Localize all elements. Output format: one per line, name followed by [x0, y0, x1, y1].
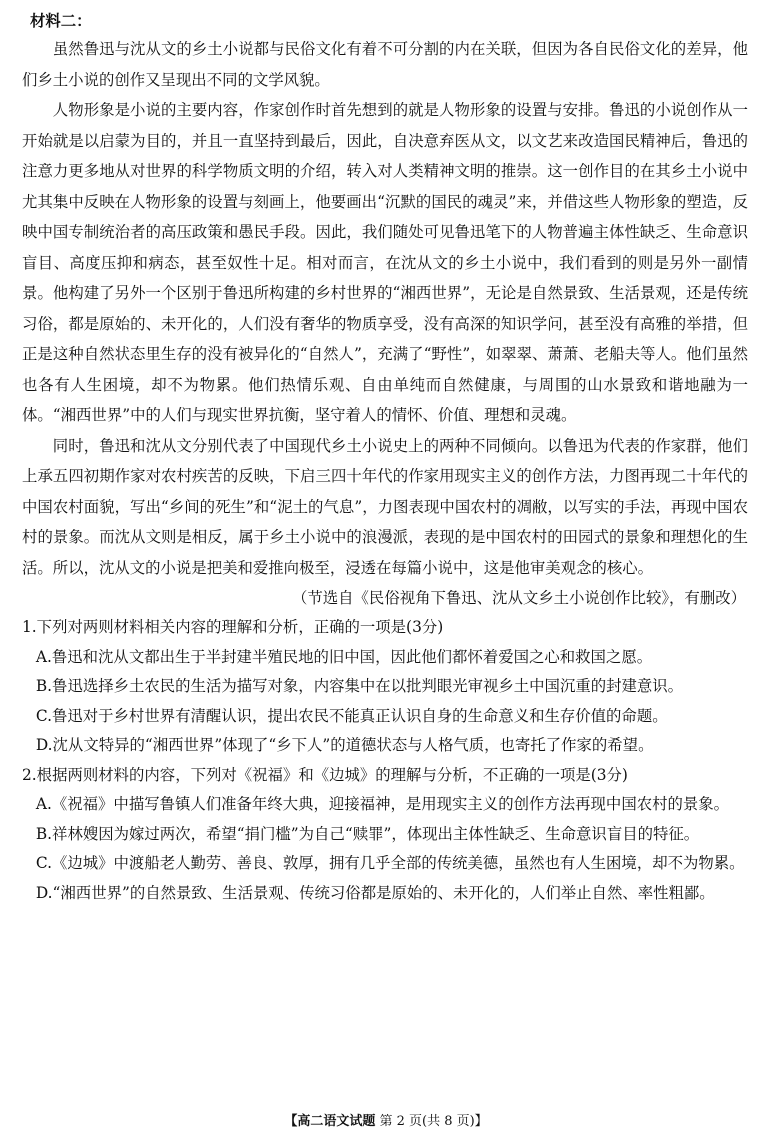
option-c: C.鲁迅对于乡村世界有清醒认识，提出农民不能真正认识自身的生命意义和生存价值的命题。 [35, 706, 668, 725]
question-stem: 1.下列对两则材料相关内容的理解和分析，正确的一项是(3分) [22, 618, 444, 636]
page-footer [0, 1113, 772, 1131]
option-a: A.《祝福》中描写鲁镇人们准备年终大典，迎接福神，是用现实主义的创作方法再现中国农村的景象。 [35, 795, 730, 813]
source-citation: （节选自《民俗视角下鲁迅、沈从文乡土小说创作比较》，有删改） [291, 589, 746, 607]
option-c: C.《边城》中渡船老人勤劳、善良、敦厚，拥有几乎全部的传统美德，虽然也有人生困境，却不为物累。 [35, 854, 745, 872]
question-2 [22, 761, 748, 909]
paragraph: 同时，鲁迅和沈从文分别代表了中国现代乡土小说史上的两种不同倾向。以鲁迅为代表的作家群，他们上承五四初期作家对农村疾苦的反映，下启三四十年代的作家用现实主义的创作方法，力图再现二十年代的中国农村面貌，写出“乡间的死生”和“泥土的气息”，力图表现中国农村的凋敝，以写实的手法，再现中国农村的景象。而沈从文则是相反，属于乡土小说中的浪漫派，表现的是中国农村的田园式的景象和理想化的生活。所以，沈从文的小说是把美和爱推向极至，浸透在每篇小说中，这是他审美观念的核心。 [22, 436, 748, 577]
question-1 [22, 613, 748, 761]
material-heading: 材料二： [30, 12, 92, 30]
paragraph: 虽然鲁迅与沈从文的乡土小说都与民俗文化有着不可分割的内在关联，但因为各自民俗文化的差异，他们乡土小说的创作又呈现出不同的文学风貌。 [22, 40, 748, 89]
option-a: A.鲁迅和沈从文都出生于半封建半殖民地的旧中国，因此他们都怀着爱国之心和救国之愿。 [35, 647, 653, 666]
option-b: B.祥林嫂因为嫁过两次，希望“捐门槛”为自己“赎罪”，体现出主体性缺乏、生命意识盲目的特征。 [35, 824, 700, 843]
option-d: D.沈从文特异的“湘西世界”体现了“乡下人”的道德状态与人格气质，也寄托了作家的希望。 [35, 736, 654, 754]
question-stem: 2.根据两则材料的内容，下列对《祝福》和《边城》的理解与分析，不正确的一项是(3分) [22, 765, 628, 784]
option-b: B.鲁迅选择乡土农民的生活为描写对象，内容集中在以批判眼光审视乡土中国沉重的封建意识。 [35, 677, 684, 695]
option-d: D.“湘西世界”的自然景致、生活景观、传统习俗都是原始的、未开化的，人们举止自然、率性粗鄙。 [35, 883, 715, 902]
paragraph: 人物形象是小说的主要内容，作家创作时首先想到的就是人物形象的设置与安排。鲁迅的小说创作从一开始就是以启蒙为目的，并且一直坚持到最后，因此，自决意弃医从文，以文艺来改造国民精神后，鲁迅的注意力更多地从对世界的科学物质文明的介绍，转入对人类精神文明的推崇。这一创作目的在其乡土小说中尤其集中反映在人物形象的设置与刻画上，他要画出“沉默的国民的魂灵”来，并借这些人物形象的塑造，反映中国专制统治者的高压政策和愚民手段。因此，我们随处可见鲁迅笔下的人物普遍主体性缺乏、生命意识盲目、高度压抑和病态，甚至奴性十足。相对而言，在沈从文的乡土小说中，我们看到的则是另外一副情景。他构建了另外一个区别于鲁迅所构建的乡村世界的“湘西世界”，无论是自然景致、生活景观，还是传统习俗，都是原始的、未开化的，人们没有奢华的物质享受，没有高深的知识学问，甚至没有高雅的举措，但正是这种自然状态里生存的没有被异化的“自然人”，充满了“野性”，如翠翠、萧萧、老船夫等人。他们虽然也各有人生困境，却不为物累。他们热情乐观、自由单纯而自然健康，与周围的山水景致和谐地融为一体。“湘西世界”中的人们与现实世界抗衡，坚守着人的情怀、价值、理想和灵魂。 [22, 101, 748, 424]
footer-page-number: 第 2 页(共 8 页)】 [379, 1114, 488, 1129]
footer-title: 【高二语文试题 [284, 1114, 376, 1129]
